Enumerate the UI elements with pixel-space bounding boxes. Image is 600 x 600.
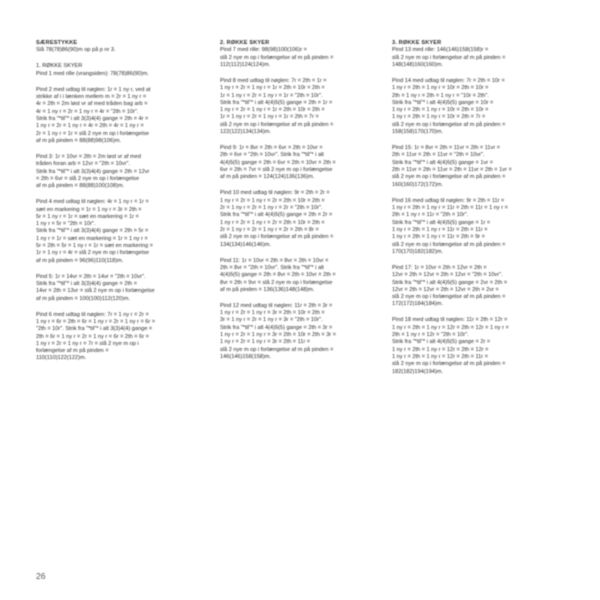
paragraph-spacer	[392, 136, 552, 145]
text-line: Pind 2 med udtag til nøglen: 1r = 1 ny r, ved at	[36, 86, 151, 93]
text-line: "2th = 10r". Strik fra "*til"* i alt 3(3)4(4) gange =	[36, 326, 153, 333]
text-line: 148(148)160(160)m.	[392, 61, 443, 68]
text-line: Pind 11: 1r = 10vr = 2th = 8vr = 2th = 10vr =	[220, 257, 329, 264]
instruction-paragraph	[392, 145, 552, 189]
section-heading	[392, 40, 552, 47]
text-line: Pind 4 med udtag til nøglen: 4r = 1 ny r = 1r =	[36, 199, 149, 206]
text-line: Slå 78(78)86(90)m op på p nr 3.	[36, 47, 116, 54]
text-line: 1 ny r = 2r = 1 ny r = 4r = 2th = 4r = 1 ny r =	[36, 123, 144, 130]
text-line: strikke af i i lænken mellem m = 2r = 1 ny r =	[36, 94, 147, 101]
text-line: sæt en markering = 1r = 1 ny r = 3r = 2th =	[36, 206, 142, 213]
text-line: 146(146)158(158)m.	[220, 353, 271, 360]
paragraph-spacer	[220, 294, 380, 303]
instruction-paragraph	[36, 154, 196, 190]
text-line: 1. RØKKE SKYER	[36, 63, 83, 70]
text-line: Strik fra "*til"* i alt 4(4)5(5) gange = 10r =	[392, 99, 494, 106]
text-line: 1 ny r = 2r = 1 ny r = 2r = 2th = 10r = 2th =	[220, 219, 325, 226]
text-line: 12vr = 2th = 12vr = 2th = 12vr = "2th = 10vr".	[392, 272, 503, 279]
heading-line: SÆRESTYKKE	[36, 40, 78, 46]
paragraph-spacer	[392, 69, 552, 78]
text-line: af m på pinden = 88(88)98(106)m.	[36, 137, 122, 144]
text-line: 1 ny r = 2r = 1 ny r = 3r = 2th = 10r = 2th =	[220, 310, 325, 317]
text-line: 2r = 1 ny r = 1r = slå 2 nye m op i forlængelse	[36, 130, 150, 137]
text-line: Pind 14 med udtag til nøglen: 7r = 2th = 10r =	[392, 77, 505, 84]
text-line: 2th = 1 ny r = 2th = 1 ny r = "10r = 2th".	[392, 92, 489, 99]
text-line: Pind 5: 1r = 14vr = 2th = 14vr = "2th = 10vr".	[36, 273, 146, 280]
section-heading	[220, 40, 380, 47]
text-line: Pind 13 med rille: 146(146)158(158)r =	[392, 47, 489, 54]
text-line: 2th = 11vr = 2th = 11vr = 2th = 11vr = 2th = 1vr =	[392, 167, 512, 174]
text-line: tråden foran arb = 12vr = "2th = 10vr".	[36, 161, 130, 168]
text-line: Strik fra "*til"* i alt 4(4)5(5) gange = 2vr = 2th =	[392, 279, 508, 286]
text-line: slå 2 nye m op i forlængelse af m på pinden =	[220, 121, 334, 128]
text-line: 1r = 1 ny r = 2r = 1 ny r = 1r = "2th = 10r".	[220, 92, 323, 99]
instruction-paragraph	[392, 317, 552, 375]
text-line: 1 ny r = 2r = 1 ny r = 3r = 2th = 11r =	[220, 339, 311, 346]
text-line: af m på pinden = 96(96)110(118)m.	[36, 257, 124, 264]
text-line: af m på pinden = 100(100)112(120)m.	[36, 295, 130, 302]
text-line: 134(134)146(146)m.	[220, 241, 271, 248]
text-line: 1 ny r = 2r = 1 ny r = 3r = 2th = 10r = 2th = 3r =	[220, 332, 336, 339]
instruction-paragraph	[36, 312, 196, 363]
text-line: 1 ny r = 2th = 1 ny r = 12r = 2th = 11r =	[392, 353, 488, 360]
text-line: 2r = 1 ny r = 2r = 1 ny r = 2r = "2th = 10r".	[220, 205, 323, 212]
paragraph-spacer	[36, 55, 196, 64]
text-line: Pind 12 med udtag til nøglen: 11r = 2th = 3r =	[220, 302, 333, 309]
text-line: Pind 18 med udtag til nøglen: 11r = 2th = 12r =	[392, 317, 508, 324]
text-line: 2th = 1 ny r = 11r = "2th = 10r".	[392, 212, 469, 219]
column-2	[220, 40, 380, 361]
text-line: 1r = 1 ny r = 2r = 1 ny r = 1r = 2th = 7r =	[220, 114, 319, 121]
instruction-paragraph	[36, 87, 196, 145]
text-line: 1 ny r = 2th = 1 ny r = 12r = 2th = 12r =	[392, 346, 489, 353]
text-line: Pind 6 med udtag til nøglen: 7r = 1 ny r = 2r =	[36, 311, 149, 318]
instruction-paragraph	[36, 274, 196, 303]
text-line: Pind 15: 1r = 8vr = 2th = 11vr = 2th = 11vr =	[392, 145, 501, 152]
instruction-paragraph	[392, 78, 552, 136]
text-line: 3r = 1 ny r = 2r = 1 ny r = 3r = "2th = 10r".	[220, 317, 323, 324]
instruction-paragraph	[220, 47, 380, 69]
text-line: Pind 9: 1r = 8vr = 2th = 6vr = 2th = 10vr =	[220, 145, 323, 152]
instruction-paragraph	[36, 199, 196, 265]
paragraph-spacer	[220, 182, 380, 191]
text-line: Pind 16 med udtag til nøglen: 9r = 2th = 11r =	[392, 197, 505, 204]
text-line: slå 2 nye m op i forlængelse af m på pinden =	[392, 241, 506, 248]
text-line: 1 ny r = 6r = 2th = 6r = 1 ny r = 2r = 1 ny r = 6r =	[36, 318, 156, 325]
text-line: 182(182)194(194)m.	[392, 368, 443, 375]
instruction-paragraph	[36, 63, 196, 78]
text-line: 5r = 1 ny r = 1r = sæt en markering = 1r =	[36, 213, 139, 220]
text-line: Strik fra "*til"* i alt 4(4)5(5) gange = 2th = 2r =	[220, 212, 333, 219]
text-line: 4(4)5(5) gange = 2th = 8vr = 2th = 10vr = 2th =	[220, 272, 336, 279]
column-3	[392, 40, 552, 376]
text-line: 2th = 6r = 1 ny r = 2r = 1 ny r = 6r = 2th = 6r =	[36, 333, 149, 340]
text-line: slå 2 nye m op i forlængelse af m på pinden =	[220, 346, 334, 353]
text-line: 4(4)5(5) gange = 2th = 6vr = 2th = 10vr = 2th =	[220, 159, 336, 166]
text-line: Strik fra "*til"* i alt 4(4)5(5) gange = 2r =	[392, 339, 491, 346]
instruction-paragraph	[220, 190, 380, 248]
page-number: 26	[36, 571, 46, 581]
text-line: 112(112)124(124)m.	[220, 61, 271, 68]
paragraph-spacer	[392, 309, 552, 318]
text-line: 2th = 8vr = "2th = 10vr". Strik fra "*til"* i alt	[220, 264, 324, 271]
text-line: 2th = 11vr = 2th = 11vr = "2th = 10vr".	[392, 152, 485, 159]
text-line: 1 ny r = 2th = 1 ny r = 10r = 2th = 10r =	[392, 85, 489, 92]
instruction-paragraph	[36, 47, 196, 54]
paragraph-spacer	[220, 69, 380, 78]
paragraph-spacer	[392, 256, 552, 265]
text-line: 2th = 6vr = "2th = 10vr". Strik fra "*til"* i alt	[220, 152, 324, 159]
text-line: 158(158)170(170)m.	[392, 129, 443, 136]
instruction-paragraph	[220, 303, 380, 361]
paragraph-spacer	[36, 145, 196, 154]
paragraph-spacer	[392, 189, 552, 198]
instruction-paragraph	[220, 145, 380, 181]
text-line: 1 ny r = 2r = 1 ny r = 2r = 2th = 10r = 2th =	[220, 197, 325, 204]
paragraph-spacer	[36, 190, 196, 199]
column-1	[36, 40, 196, 363]
text-line: 4r = 1 ny r = 2r = 1 ny r = 4r = "2th = 10r".	[36, 108, 139, 115]
text-line: slå 2 nye m op i forlængelse af m på pinden =	[392, 54, 506, 61]
text-line: slå 2 nye m op i forlængelse af m på pinden =	[220, 234, 334, 241]
text-line: af m på pinden = 124(124)136(136)m.	[220, 174, 315, 181]
text-line: 172(172)184(184)m.	[392, 301, 443, 308]
text-line: 14vr = 2th = 13vr = slå 2 nye m op i forlængelse	[36, 288, 155, 295]
text-line: 2th = 1 ny r = 12r = "2th = 10r".	[392, 332, 469, 339]
text-line: 1 ny r = 2r = 1 ny r = 1r = 2th = 10r = 2th =	[220, 107, 325, 114]
text-line: 160(160)172(172)m.	[392, 181, 443, 188]
text-line: slå 2 nye m op i forlængelse af m på pinden =	[392, 174, 506, 181]
text-line: 1 ny r = 2r = 1 ny r = 1r = 2th = 10r = 2th =	[220, 85, 325, 92]
text-line: 110(110)122(122)m.	[36, 355, 87, 362]
text-line: slå 2 nye m op i forlængelse af m på pinden =	[392, 361, 506, 368]
text-line: af m på pinden = 88(88)100(108)m.	[36, 183, 125, 190]
text-line: 1r = 1 ny r = 4r = slå 2 nye m op i forlængelse	[36, 250, 150, 257]
text-line: 1 ny r = 5r = "2th = 10r".	[36, 221, 96, 228]
text-line: 122(122)134(134)m.	[220, 129, 271, 136]
text-line: Strik fra "*til"* i alt 4(4)5(5) gange = 1r =	[392, 219, 491, 226]
instruction-paragraph	[220, 258, 380, 294]
text-line: 1 ny r = 2r = 1 ny r = 7r = slå 2 nye m op i	[36, 340, 139, 347]
text-line: = 2th = 6vr = slå 2 nye m op i forlængelse	[36, 175, 140, 182]
paragraph-spacer	[220, 136, 380, 145]
text-line: af m på pinden = 136(136)148(148)m.	[220, 286, 315, 293]
text-line: 1 ny r = 2th = 1 ny r = 10r = 2th = 7r =	[392, 114, 486, 121]
text-line: 5r = 2th = 5r = 1 ny r = 1r = sæt en markering =	[36, 243, 153, 250]
instruction-paragraph	[392, 198, 552, 256]
text-line: 1 ny r = 2th = 1 ny r = 12r = 2th = 12r = 1 ny r =	[392, 324, 509, 331]
paragraph-spacer	[220, 249, 380, 258]
text-line: 1 ny r = 2th = 1 ny r = 11r = 2th = 11r =	[392, 226, 488, 233]
heading-line: 2. RØKKE SKYER	[220, 40, 270, 46]
text-line: Strik fra "*til"* i alt 3(3)4(4) gange = 2th = 4r =	[36, 115, 149, 122]
text-line: Strik fra "*til"* i alt 4(4)5(5) gange = 2th = 3r =	[220, 324, 333, 331]
text-line: Pind 8 med udtag til nøglen: 7r = 2th = 1r =	[220, 77, 327, 84]
text-line: slå 2 nye m op i forlængelse af m på pinden =	[392, 121, 506, 128]
text-line: 2r = 1 ny r = 2r = 1 ny r = 2r = 2th = 8r =	[220, 226, 319, 233]
text-line: Strik fra "*til"* i alt 4(4)5(5) gange = 1vr =	[392, 159, 493, 166]
heading-line: 3. RØKKE SKYER	[392, 40, 442, 46]
text-line: Strik fra "*til"* i alt 3(3)4(4) gange = 2th =	[36, 281, 137, 287]
instruction-paragraph	[392, 47, 552, 69]
text-line: slå 2 nye m op i forlængelse af m på pinden =	[220, 54, 334, 61]
paragraph-spacer	[36, 265, 196, 274]
text-line: 6vr = 2th = 7vr = slå 2 nye m op i forlængelse	[220, 167, 333, 174]
text-line: Pind 17: 1r = 10vr = 2th = 12vr = 2th =	[392, 264, 487, 271]
text-line: 1 ny r = 2th = 1 ny r = 10r = 2th = 10r =	[392, 107, 489, 114]
text-line: 12vr = 2th = 12vr = 2th = 12vr = 2th = 2vr =	[392, 286, 499, 293]
text-line: Strik fra "*til"* i alt 3(3)4(4) gange = 2th = 12vr	[36, 168, 150, 175]
text-line: Pind 3: 1r = 10vr = 2th = 2m løst vr af med	[36, 153, 141, 160]
paragraph-spacer	[36, 303, 196, 312]
text-line: Strik fra "*til"* i alt 4(4)5(5) gange = 2th = 1r =	[220, 99, 333, 106]
text-line: Pind 7 med rille: 98(98)100(106)r =	[220, 47, 307, 54]
text-line: Pind 10 med udtag til nøglen: 9r = 2th = 2r =	[220, 190, 330, 197]
text-line: slå 2 nye m op i forlængelse af m på pinden =	[392, 294, 506, 301]
text-line: 1 ny r = 2th = 1 ny r = 11r = 2th = 11r = 1 ny r =	[392, 205, 508, 212]
instruction-paragraph	[392, 265, 552, 309]
text-line: 1 ny r = 1r = sæt en markering = 1r = 1 ny r =	[36, 235, 148, 242]
text-line: Strik fra "*til"* i alt 3(3)4(4) gange = 2th = 5r =	[36, 228, 149, 235]
text-line: Pind 1 med rille (vrangsiden): 78(78)86(90)m.	[36, 70, 149, 77]
text-line: forlængelse af m på pinden =	[36, 348, 109, 355]
text-line: 170(170)182(182)m.	[392, 248, 443, 255]
text-line: 4r = 2th = 2m løst vr af med tråden bag arb =	[36, 101, 148, 108]
text-line: 1 ny r = 2th = 1 ny r = 11r = 2th = 9r =	[392, 234, 485, 241]
text-line: 8vr = 2th = 9vr = slå 2 nye m op i forlængelse	[220, 279, 333, 286]
instruction-paragraph	[220, 78, 380, 136]
paragraph-spacer	[36, 78, 196, 87]
